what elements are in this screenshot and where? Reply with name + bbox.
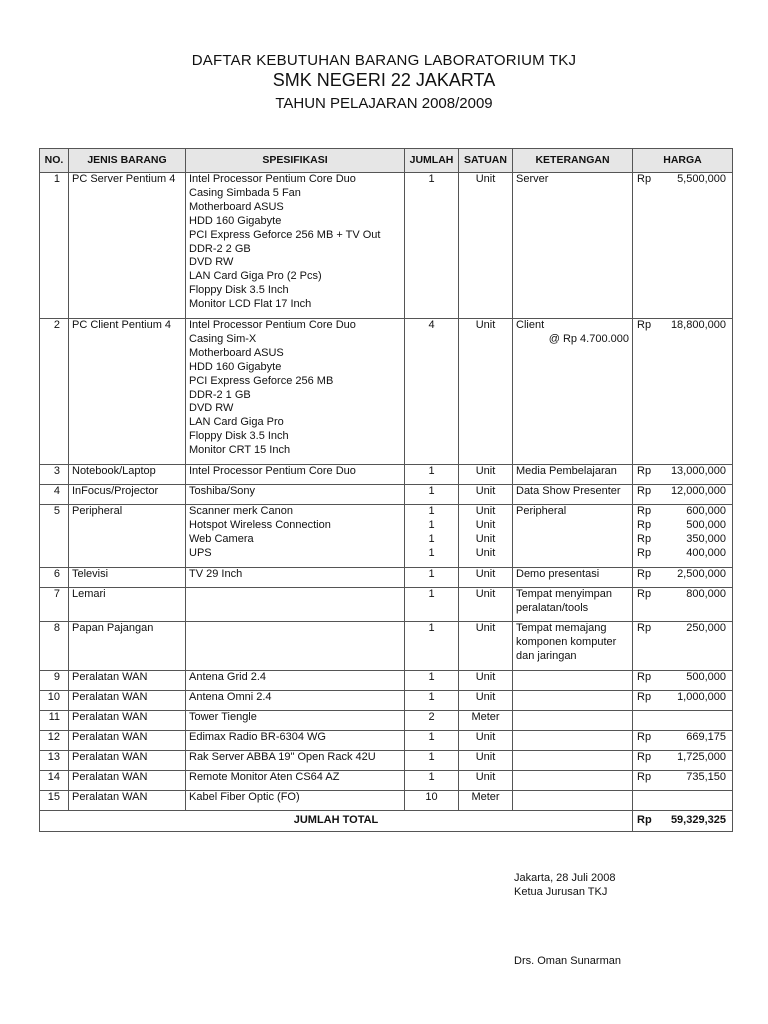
cell-jumlah xyxy=(405,691,459,711)
table-row xyxy=(40,319,733,465)
cell-spesifikasi-line: Intel Processor Pentium Core Duo xyxy=(189,173,356,185)
cell-jenis-barang: Peripheral xyxy=(69,505,186,568)
cell-spesifikasi-line: TV 29 Inch xyxy=(189,568,243,580)
cell-spesifikasi-line: Floppy Disk 3.5 Inch xyxy=(189,284,289,297)
cell-jumlah-line: 1 xyxy=(428,485,435,497)
cell-jumlah xyxy=(405,588,459,622)
cell-currency-line: Rp xyxy=(637,465,652,477)
cell-spesifikasi xyxy=(186,173,405,319)
cell-jumlah-line: 1 xyxy=(428,173,435,185)
cell-jumlah xyxy=(405,751,459,771)
cell-satuan-line: Unit xyxy=(475,751,496,763)
cell-harga xyxy=(661,173,733,319)
cell-spesifikasi-line: HDD 160 Gigabyte xyxy=(189,214,282,227)
cell-jumlah xyxy=(405,771,459,791)
cell-no: 5 xyxy=(40,505,69,568)
cell-harga xyxy=(661,568,733,588)
cell-harga-line: 735,150 xyxy=(686,771,726,783)
cell-currency-line: Rp xyxy=(637,691,652,703)
cell-currency xyxy=(633,791,661,811)
cell-harga-line: 5,500,000 xyxy=(677,173,726,185)
cell-spesifikasi-line: Motherboard ASUS xyxy=(189,200,284,213)
cell-keterangan xyxy=(513,671,633,691)
cell-jumlah xyxy=(405,731,459,751)
cell-satuan-line: Unit xyxy=(475,532,496,545)
cell-satuan xyxy=(459,771,513,791)
cell-keterangan xyxy=(513,319,633,465)
cell-harga xyxy=(661,771,733,791)
cell-harga xyxy=(661,791,733,811)
total-value: 59,329,325 xyxy=(661,811,733,832)
cell-jumlah-line: 1 xyxy=(428,505,435,517)
cell-keterangan-line: Client xyxy=(516,319,545,331)
cell-jenis-barang: Lemari xyxy=(69,588,186,622)
cell-currency xyxy=(633,671,661,691)
table-row xyxy=(40,691,733,711)
cell-harga xyxy=(661,691,733,711)
cell-spesifikasi xyxy=(186,711,405,731)
cell-jumlah xyxy=(405,791,459,811)
cell-keterangan xyxy=(513,691,633,711)
cell-spesifikasi-line: Motherboard ASUS xyxy=(189,346,284,359)
cell-jenis-barang: Televisi xyxy=(69,568,186,588)
cell-currency xyxy=(633,711,661,731)
cell-harga-line: 1,000,000 xyxy=(677,691,726,703)
table-row xyxy=(40,588,733,622)
cell-currency-line: Rp xyxy=(637,532,652,545)
cell-harga xyxy=(661,465,733,485)
cell-harga-line: 250,000 xyxy=(686,622,726,634)
cell-spesifikasi-line: LAN Card Giga Pro (2 Pcs) xyxy=(189,270,322,283)
cell-keterangan-line: komponen komputer xyxy=(516,635,617,648)
cell-jumlah-line: 1 xyxy=(428,532,435,545)
cell-jenis-barang: Notebook/Laptop xyxy=(69,465,186,485)
cell-currency-line: Rp xyxy=(637,505,652,517)
cell-jumlah xyxy=(405,622,459,671)
cell-currency-line: Rp xyxy=(637,671,652,683)
cell-satuan xyxy=(459,568,513,588)
cell-harga-line: 13,000,000 xyxy=(670,465,726,477)
cell-spesifikasi-line: UPS xyxy=(189,546,212,559)
cell-keterangan xyxy=(513,711,633,731)
cell-currency-line: Rp xyxy=(637,485,652,497)
cell-satuan xyxy=(459,791,513,811)
cell-no: 15 xyxy=(40,791,69,811)
cell-spesifikasi-line: Intel Processor Pentium Core Duo xyxy=(189,465,356,477)
cell-spesifikasi-line: Antena Omni 2.4 xyxy=(189,691,272,703)
table-row xyxy=(40,731,733,751)
cell-satuan-line: Unit xyxy=(475,518,496,531)
cell-harga-line: 18,800,000 xyxy=(670,319,726,331)
cell-no: 8 xyxy=(40,622,69,671)
academic-year: TAHUN PELAJARAN 2008/2009 xyxy=(275,95,493,112)
cell-currency xyxy=(633,731,661,751)
cell-harga xyxy=(661,588,733,622)
cell-satuan-line: Unit xyxy=(475,546,496,559)
cell-jumlah-line: 4 xyxy=(428,319,435,331)
cell-spesifikasi-line: Toshiba/Sony xyxy=(189,485,256,497)
cell-keterangan-line: Tempat memajang xyxy=(516,622,607,634)
cell-keterangan xyxy=(513,771,633,791)
signature-name: Drs. Oman Sunarman xyxy=(514,955,621,967)
cell-harga-line: 500,000 xyxy=(686,518,726,531)
cell-keterangan-line: Data Show Presenter xyxy=(516,485,621,497)
cell-satuan-line: Unit xyxy=(475,173,496,185)
cell-satuan-line: Unit xyxy=(475,588,496,600)
cell-spesifikasi-line: Hotspot Wireless Connection xyxy=(189,518,331,531)
cell-currency-line: Rp xyxy=(637,319,652,331)
cell-keterangan-line: Peripheral xyxy=(516,505,567,517)
cell-spesifikasi xyxy=(186,671,405,691)
cell-jumlah-line: 1 xyxy=(428,518,435,531)
cell-keterangan xyxy=(513,173,633,319)
cell-no: 4 xyxy=(40,485,69,505)
cell-jenis-barang: Peralatan WAN xyxy=(69,791,186,811)
cell-satuan-line: Unit xyxy=(475,731,496,743)
cell-spesifikasi xyxy=(186,485,405,505)
cell-jumlah xyxy=(405,711,459,731)
cell-jumlah xyxy=(405,173,459,319)
cell-satuan xyxy=(459,173,513,319)
cell-satuan xyxy=(459,588,513,622)
cell-spesifikasi-line: Edimax Radio BR-6304 WG xyxy=(189,731,326,743)
table-row xyxy=(40,711,733,731)
cell-keterangan xyxy=(513,485,633,505)
cell-currency xyxy=(633,319,661,465)
cell-keterangan xyxy=(513,731,633,751)
cell-jumlah-line: 1 xyxy=(428,568,435,580)
cell-satuan xyxy=(459,319,513,465)
table-row xyxy=(40,568,733,588)
cell-satuan-line: Unit xyxy=(475,505,496,517)
cell-spesifikasi-line: Scanner merk Canon xyxy=(189,505,293,517)
cell-jumlah-line: 1 xyxy=(428,546,435,559)
cell-keterangan-line: peralatan/tools xyxy=(516,601,589,614)
cell-spesifikasi-line: Antena Grid 2.4 xyxy=(189,671,267,683)
cell-jumlah xyxy=(405,568,459,588)
cell-harga-line: 1,725,000 xyxy=(677,751,726,763)
cell-currency xyxy=(633,568,661,588)
cell-currency xyxy=(633,465,661,485)
cell-jumlah xyxy=(405,505,459,568)
cell-satuan-line: Unit xyxy=(475,671,496,683)
cell-spesifikasi-line: Rak Server ABBA 19" Open Rack 42U xyxy=(189,751,376,763)
cell-spesifikasi xyxy=(186,588,405,622)
cell-jenis-barang: Peralatan WAN xyxy=(69,711,186,731)
cell-keterangan xyxy=(513,751,633,771)
cell-harga-line: 600,000 xyxy=(686,505,726,517)
cell-jenis-barang: PC Client Pentium 4 xyxy=(69,319,186,465)
cell-satuan-line: Unit xyxy=(475,691,496,703)
cell-spesifikasi-line: Kabel Fiber Optic (FO) xyxy=(189,791,300,803)
cell-satuan-line: Unit xyxy=(475,622,496,634)
cell-harga xyxy=(661,622,733,671)
cell-jumlah xyxy=(405,319,459,465)
cell-spesifikasi xyxy=(186,791,405,811)
cell-no: 11 xyxy=(40,711,69,731)
total-row xyxy=(40,811,733,832)
cell-currency xyxy=(633,588,661,622)
cell-currency xyxy=(633,622,661,671)
cell-keterangan-line: Media Pembelajaran xyxy=(516,465,617,477)
cell-spesifikasi-line: DVD RW xyxy=(189,256,234,269)
cell-spesifikasi-line: PCI Express Geforce 256 MB xyxy=(189,374,334,387)
cell-spesifikasi-line: PCI Express Geforce 256 MB + TV Out xyxy=(189,228,381,241)
cell-harga-line: 669,175 xyxy=(686,731,726,743)
cell-harga-line: 2,500,000 xyxy=(677,568,726,580)
cell-keterangan-line: Tempat menyimpan xyxy=(516,588,612,600)
cell-no: 14 xyxy=(40,771,69,791)
cell-jenis-barang: Peralatan WAN xyxy=(69,751,186,771)
cell-spesifikasi-line: LAN Card Giga Pro xyxy=(189,416,284,429)
cell-harga-line: 800,000 xyxy=(686,588,726,600)
cell-spesifikasi xyxy=(186,751,405,771)
cell-jumlah-line: 10 xyxy=(425,791,438,803)
cell-currency-line: Rp xyxy=(637,568,652,580)
cell-currency xyxy=(633,771,661,791)
cell-currency-line: Rp xyxy=(637,622,652,634)
cell-satuan-line: Unit xyxy=(475,568,496,580)
cell-currency-line: Rp xyxy=(637,173,652,185)
cell-spesifikasi-line: DDR-2 2 GB xyxy=(189,242,251,255)
cell-jumlah-line: 1 xyxy=(428,771,435,783)
cell-jumlah-line: 1 xyxy=(428,622,435,634)
cell-keterangan xyxy=(513,465,633,485)
table-row xyxy=(40,485,733,505)
cell-currency xyxy=(633,751,661,771)
cell-currency xyxy=(633,691,661,711)
cell-satuan xyxy=(459,731,513,751)
col-header-jenis-barang: JENIS BARANG xyxy=(69,149,186,173)
cell-harga xyxy=(661,751,733,771)
cell-satuan-line: Meter xyxy=(471,711,500,723)
cell-jumlah xyxy=(405,485,459,505)
cell-jumlah xyxy=(405,671,459,691)
cell-satuan xyxy=(459,671,513,691)
cell-harga-line: 350,000 xyxy=(686,532,726,545)
table-header-row xyxy=(40,149,733,173)
cell-spesifikasi xyxy=(186,319,405,465)
cell-currency xyxy=(633,173,661,319)
requirements-table xyxy=(39,148,733,832)
cell-no: 2 xyxy=(40,319,69,465)
cell-currency xyxy=(633,485,661,505)
cell-harga-line: 500,000 xyxy=(686,671,726,683)
cell-satuan xyxy=(459,465,513,485)
cell-currency-line: Rp xyxy=(637,518,652,531)
cell-jenis-barang: Peralatan WAN xyxy=(69,771,186,791)
col-header-spesifikasi: SPESIFIKASI xyxy=(186,149,405,173)
table-row xyxy=(40,791,733,811)
cell-no: 10 xyxy=(40,691,69,711)
cell-harga xyxy=(661,505,733,568)
cell-satuan xyxy=(459,485,513,505)
table-row xyxy=(40,671,733,691)
cell-spesifikasi-line: Intel Processor Pentium Core Duo xyxy=(189,319,356,331)
cell-spesifikasi-line: Tower Tiengle xyxy=(189,711,257,723)
cell-keterangan-line: Server xyxy=(516,173,549,185)
col-header-keterangan: KETERANGAN xyxy=(513,149,633,173)
cell-no: 12 xyxy=(40,731,69,751)
cell-jumlah-line: 1 xyxy=(428,465,435,477)
cell-spesifikasi-line: HDD 160 Gigabyte xyxy=(189,360,282,373)
cell-jumlah-line: 1 xyxy=(428,588,435,600)
cell-satuan-line: Unit xyxy=(475,485,496,497)
cell-no: 6 xyxy=(40,568,69,588)
cell-keterangan-line: dan jaringan xyxy=(516,649,577,662)
col-header-jumlah: JUMLAH xyxy=(405,149,459,173)
cell-keterangan-line: Demo presentasi xyxy=(516,568,600,580)
cell-currency-line: Rp xyxy=(637,546,652,559)
cell-jenis-barang: InFocus/Projector xyxy=(69,485,186,505)
cell-spesifikasi-line: Floppy Disk 3.5 Inch xyxy=(189,430,289,443)
cell-jenis-barang: Peralatan WAN xyxy=(69,691,186,711)
col-header-satuan: SATUAN xyxy=(459,149,513,173)
cell-currency-line: Rp xyxy=(637,751,652,763)
cell-satuan-line: Unit xyxy=(475,465,496,477)
cell-keterangan xyxy=(513,505,633,568)
cell-currency xyxy=(633,505,661,568)
cell-keterangan xyxy=(513,791,633,811)
cell-keterangan xyxy=(513,588,633,622)
col-header-harga: HARGA xyxy=(633,149,733,173)
cell-satuan xyxy=(459,505,513,568)
cell-jumlah-line: 1 xyxy=(428,691,435,703)
table-row xyxy=(40,173,733,319)
cell-harga-line: 400,000 xyxy=(686,546,726,559)
cell-jumlah-line: 2 xyxy=(428,711,435,723)
cell-satuan-line: Meter xyxy=(471,791,500,803)
cell-no: 13 xyxy=(40,751,69,771)
cell-spesifikasi-line: DDR-2 1 GB xyxy=(189,388,251,401)
col-header-no: NO. xyxy=(40,149,69,173)
cell-spesifikasi xyxy=(186,771,405,791)
cell-harga xyxy=(661,319,733,465)
cell-satuan xyxy=(459,751,513,771)
total-label: JUMLAH TOTAL xyxy=(40,811,633,832)
cell-spesifikasi-line: Remote Monitor Aten CS64 AZ xyxy=(189,771,340,783)
cell-harga xyxy=(661,731,733,751)
cell-jumlah-line: 1 xyxy=(428,731,435,743)
document-title: DAFTAR KEBUTUHAN BARANG LABORATORIUM TKJ xyxy=(191,52,577,69)
cell-keterangan xyxy=(513,568,633,588)
cell-satuan xyxy=(459,711,513,731)
cell-harga xyxy=(661,711,733,731)
table-row xyxy=(40,465,733,485)
cell-jenis-barang: PC Server Pentium 4 xyxy=(69,173,186,319)
cell-spesifikasi-line: Monitor CRT 15 Inch xyxy=(189,444,291,457)
cell-satuan-line: Unit xyxy=(475,771,496,783)
cell-spesifikasi-line: DVD RW xyxy=(189,402,234,415)
cell-spesifikasi xyxy=(186,622,405,671)
cell-keterangan-line: @ Rp 4.700.000 xyxy=(548,332,629,345)
school-name: SMK NEGERI 22 JAKARTA xyxy=(272,70,496,90)
cell-spesifikasi xyxy=(186,731,405,751)
cell-satuan xyxy=(459,691,513,711)
cell-jumlah xyxy=(405,465,459,485)
cell-spesifikasi-line: Monitor LCD Flat 17 Inch xyxy=(189,298,312,311)
cell-spesifikasi xyxy=(186,568,405,588)
cell-spesifikasi xyxy=(186,691,405,711)
cell-spesifikasi-line: Web Camera xyxy=(189,532,254,545)
cell-jenis-barang: Peralatan WAN xyxy=(69,731,186,751)
total-currency: Rp xyxy=(633,811,661,832)
table-row xyxy=(40,751,733,771)
cell-keterangan xyxy=(513,622,633,671)
cell-currency-line: Rp xyxy=(637,588,652,600)
cell-spesifikasi-line: Casing Sim-X xyxy=(189,332,257,345)
cell-jenis-barang: Papan Pajangan xyxy=(69,622,186,671)
cell-jumlah-line: 1 xyxy=(428,751,435,763)
cell-satuan xyxy=(459,622,513,671)
table-row xyxy=(40,505,733,568)
cell-spesifikasi-line: Casing Simbada 5 Fan xyxy=(189,186,301,199)
cell-currency-line: Rp xyxy=(637,771,652,783)
cell-harga xyxy=(661,671,733,691)
cell-no: 1 xyxy=(40,173,69,319)
cell-harga xyxy=(661,485,733,505)
cell-satuan-line: Unit xyxy=(475,319,496,331)
signature-place-date: Jakarta, 28 Juli 2008 xyxy=(514,872,616,884)
cell-jenis-barang: Peralatan WAN xyxy=(69,671,186,691)
cell-no: 3 xyxy=(40,465,69,485)
table-body xyxy=(40,173,733,811)
signature-position: Ketua Jurusan TKJ xyxy=(514,886,608,898)
cell-no: 9 xyxy=(40,671,69,691)
cell-spesifikasi xyxy=(186,465,405,485)
cell-currency-line: Rp xyxy=(637,731,652,743)
cell-spesifikasi xyxy=(186,505,405,568)
table-row xyxy=(40,622,733,671)
cell-harga-line: 12,000,000 xyxy=(670,485,726,497)
cell-no: 7 xyxy=(40,588,69,622)
table-row xyxy=(40,771,733,791)
cell-jumlah-line: 1 xyxy=(428,671,435,683)
